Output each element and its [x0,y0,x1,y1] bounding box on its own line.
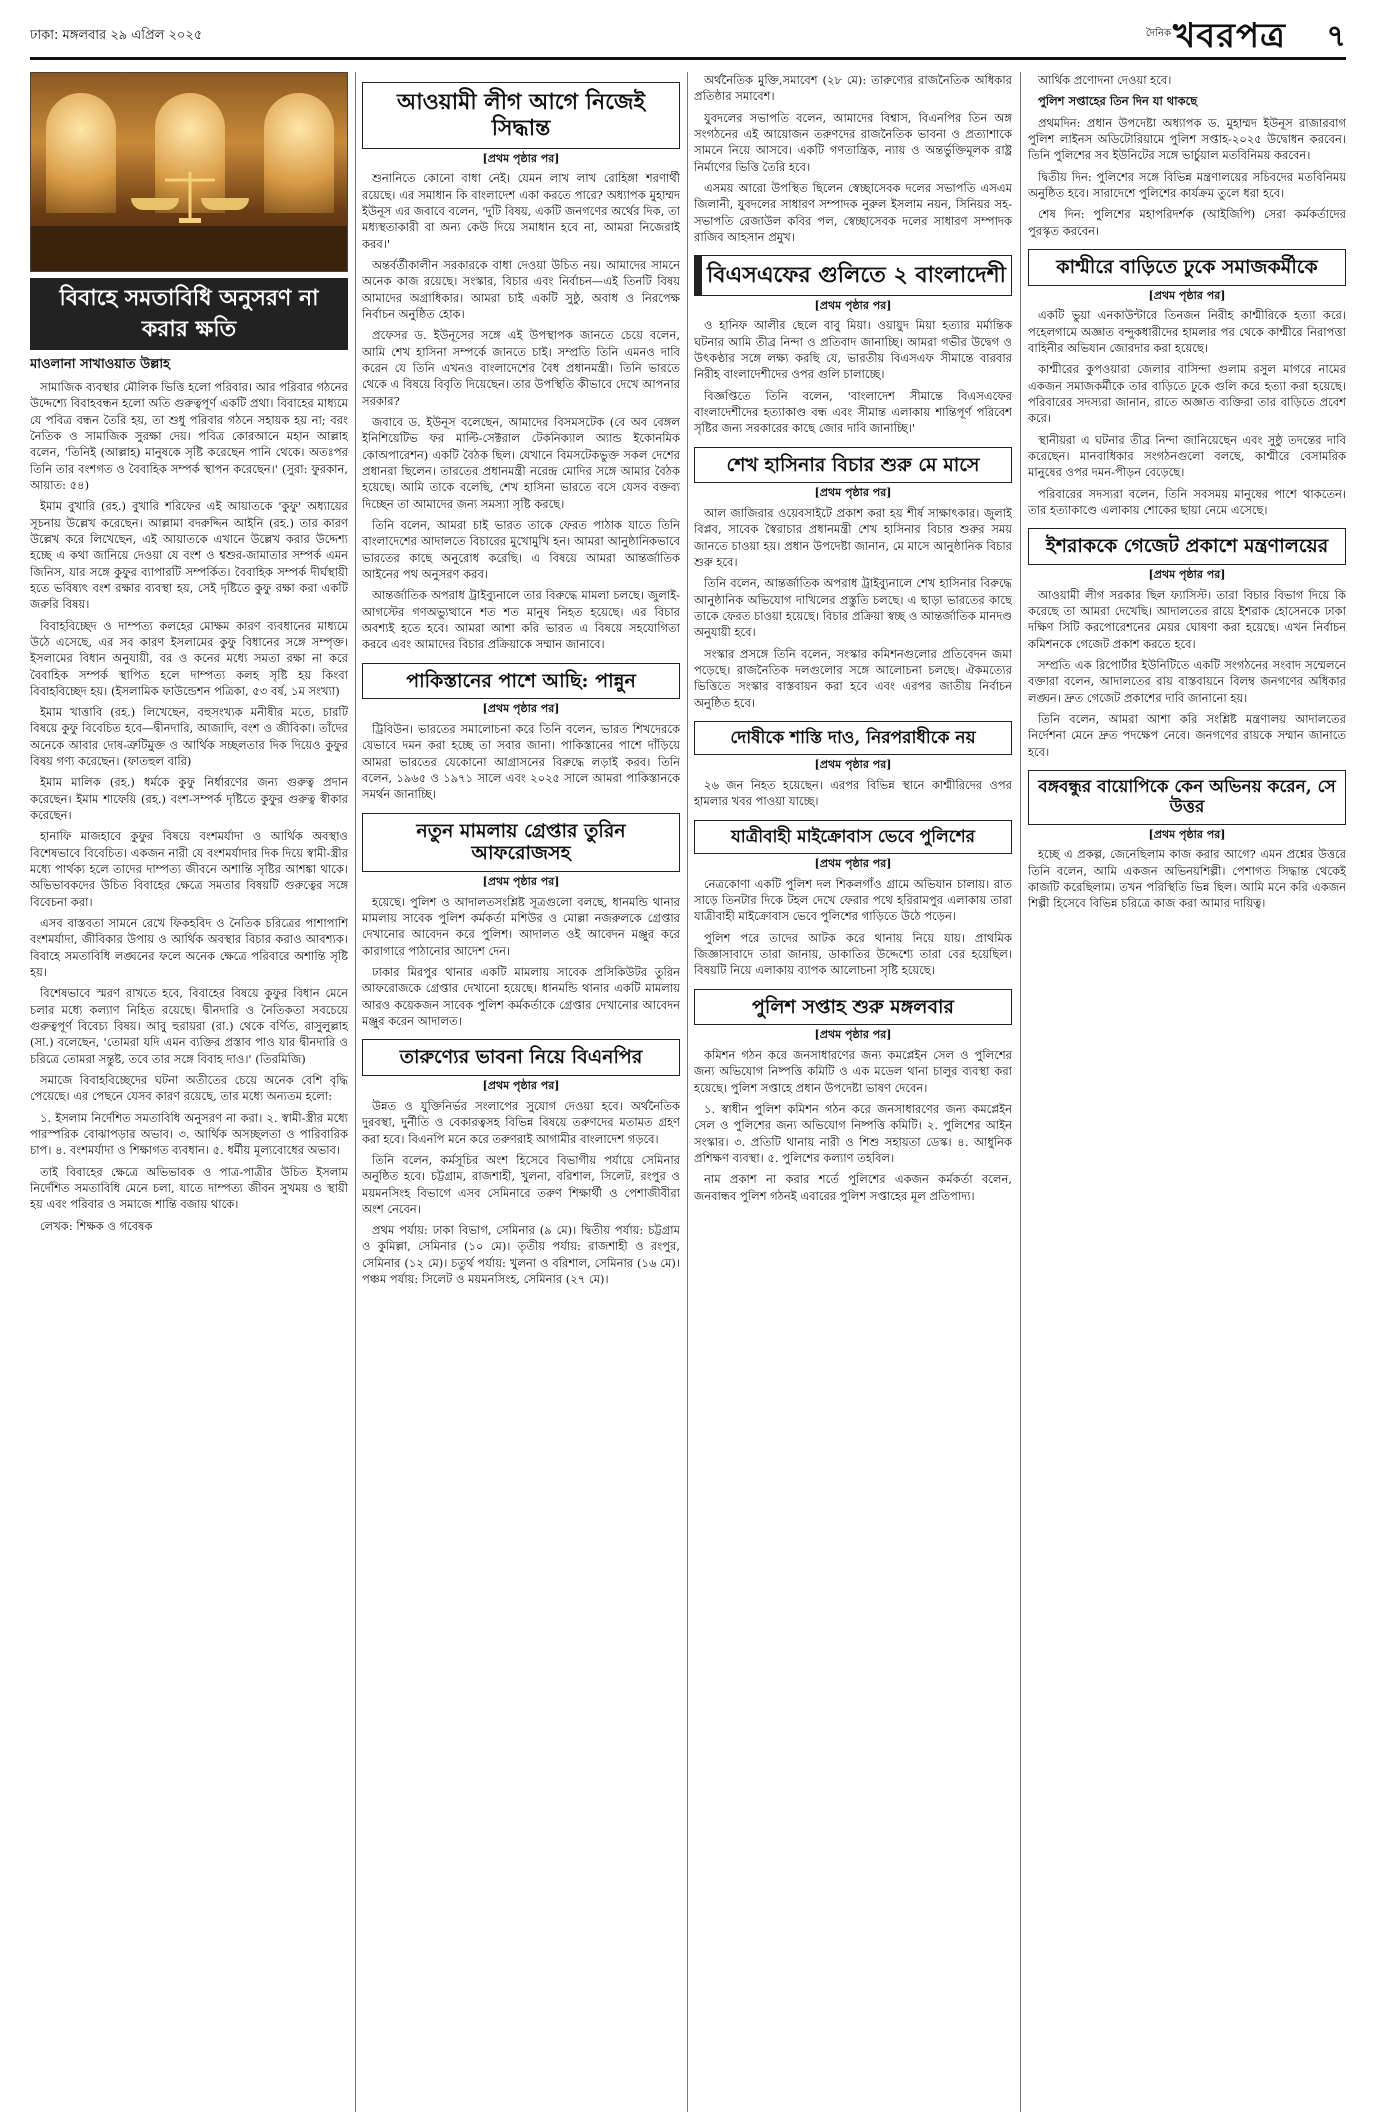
paragraph: হানাফি মাজহাবে কুফুর বিষয়ে বংশমর্যাদা ও আর্থিক অবস্থাও বিশেষভাবে বিবেচিত। একজন নারী যে বংশমর্যাদার দিক দিয়ে স্বামী-স্ত্রীর মধ্যে পার্থক্য হলে তাদের দাম্পত্য জীবনে অশান্তি সৃষ্টির আশঙ্কা থাকে। অভিভাবকদের উচিত বিবাহের ক্ষেত্রে সমতার বিষয়টি গুরুত্বের সঙ্গে বিবেচনা করা। [30,829,348,909]
photo-table [31,226,347,271]
headline-hasina-trial: শেখ হাসিনার বিচার শুরু মে মাসে [694,447,1012,484]
photo-arch [46,93,116,213]
paragraph: আর্থিক প্রণোদনা দেওয়া হবে। [1038,73,1172,87]
continuation-label: [প্রথম পৃষ্ঠার পর] [1148,827,1226,841]
paragraph: বিশেষভাবে স্মরণ রাখতে হবে, বিবাহের বিষয়ে কুফুর বিধান মেনে চলার মধ্যে কল্যাণ নিহিত রয়েছে। দ্বীনদারি ও নৈতিকতা সবচেয়ে গুরুত্বপূর্ণ বিবেচ্য বিষয়। আবু হুরায়রা (রা.) থেকে বর্ণিত, রাসুলুল্লাহ (সা.) বলেছেন, 'তোমরা যদি এমন ব্যক্তির প্রস্তাব পাও যার দ্বীনদারি ও চরিত্রে তোমরা সন্তুষ্ট, তবে তার সঙ্গে বিবাহ দাও।' (তিরমিজি) [30,986,348,1066]
paragraph: ইমাম খাত্তাবি (রহ.) লিখেছেন, বহুসংখ্যক মনীষীর মতে, চারটি বিষয়ে কুফু বিবেচিত হবে—দ্বীনদারি, আজাদি, বংশ ও জীবিকা। তাঁদের অনেকে আবার দোষ-ত্রুটিমুক্ত ও আর্থিক সচ্ছলতার দিক দিয়েও কুফুর বিষয় গণ্য করেছেন। (ফাতহুল বারি) [30,705,348,769]
headline-microbus: যাত্রীবাহী মাইক্রোবাস ভেবে পুলিশের [694,820,1012,854]
paragraph: যুবদলের সভাপতি বলেন, আমাদের বিশ্বাস, বিএনপির তিন অঙ্গ সংগঠনের এই আয়োজন তরুণদের রাজনৈতিক ভাবনা ও প্রত্যাশাকে সামনে নিয়ে আসবে। একটি গণতান্ত্রিক, ন্যায় ও অন্তর্ভুক্তিমূলক রাষ্ট্র নির্মাণের ভিত্তি তৈরি হবে। [694,110,1012,174]
paragraph: এসময় আরো উপস্থিত ছিলেন স্বেচ্ছাসেবক দলের সভাপতি এসএম জিলানী, যুবদলের সাধারণ সম্পাদক নুরুল ইসলাম নয়ন, সিনিয়র সহ-সভাপতি রেজাউল কবির পল, স্বেচ্ছাসেবক দলের সাধারণ সম্পাদক রাজিব আহসান প্রমুখ। [694,180,1012,244]
headline-police-week: পুলিশ সপ্তাহ শুরু মঙ্গলবার [694,989,1012,1026]
paragraph: প্রথমদিন: প্রধান উপদেষ্টা অধ্যাপক ড. মুহাম্মদ ইউনূস রাজারবাগ পুলিশ লাইনস অডিটোরিয়ামে পুলিশ সপ্তাহ-২০২৫ উদ্বোধন করবেন। তিনি পুলিশের সব ইউনিটের সঙ্গে ভার্চুয়াল মতবিনিময় করবেন। [1028,115,1346,163]
paragraph: সামাজিক ব্যবস্থার মৌলিক ভিত্তি হলো পরিবার। আর পরিবার গঠনের উদ্দেশ্যে বিবাহবন্ধন হলো অতি গুরুত্বপূর্ণ একটি প্রথা। বিবাহের মাধ্যমে যে পবিত্র বন্ধন তৈরি হয়, তা শুধু পরিবার গঠনে সহায়ক হয় না; বরং নৈতিক ও সামাজিক সুরক্ষা দেয়। পবিত্র কোরআনে মহান আল্লাহ বলেন, 'তিনিই (আল্লাহ) মানুষকে সৃষ্টি করেছেন পানি থেকে। অতঃপর তিনি তার বংশগত ও বৈবাহিক সম্পর্ক স্থাপন করেছেন।' (সুরা: ফুরকান, আয়াত: ৫৪) [30,379,348,492]
paragraph: অর্থনৈতিক মুক্তি,সমাবেশ (২৮ মে): তারুণ্যের রাজনৈতিক অধিকার প্রতিষ্ঠার সমাবেশ। [694,73,1012,104]
continuation-label: [প্রথম পৃষ্ঠার পর] [482,702,560,716]
headline-col1: বিবাহে সমতাবিধি অনুসরণ না করার ক্ষতি [30,278,348,350]
paragraph: প্রফেসর ড. ইউনূসের সঙ্গে এই উপস্থাপক জানতে চেয়ে বলেন, আমি শেখ হাসিনা সম্পর্কে জানতে চাই। সম্প্রতি তিনি এমনও দাবি করেন যে তিনি এখনও বাংলাদেশের বৈধ প্রধানমন্ত্রী। তিনি ভারতে থেকে এ বিষয়ে বিবৃতি দিয়েছেন। তার উপস্থিতি কীভাবে দেখে আপনার সরকার? [362,328,680,408]
headline-awami-league: আওয়ামী লীগ আগে নিজেই সিদ্ধান্ত [362,82,680,149]
headline-biopic: বঙ্গবন্ধুর বায়োপিকে কেন অভিনয় করেন, সে উত্তর [1028,770,1346,825]
paragraph: এসব বাস্তবতা সামনে রেখে ফিকহবিদ ও নৈতিক চরিত্রের পাশাপাশি বংশমর্যাদা, জীবিকার উপায় ও আর্থিক অবস্থার বিচার করাও আবশ্যক। বিবাহে সমতাবিধি লঙ্ঘনের ফলে অনেক ক্ষেত্রে পরিবারে অশান্তি সৃষ্টি হয়। [30,916,348,980]
paragraph: হয়েছে। পুলিশ ও আদালতসংশ্লিষ্ট সূত্রগুলো বলছে, ধানমন্ডি থানার মামলায় সাবেক পুলিশ কর্মকর্তা মশিউর ও মোল্লা নজরুলকে গ্রেপ্তার দেখানোর আবেদন করে পুলিশ। আদালত ওই আবেদন মঞ্জুর করে কারাগারে পাঠানোর আদেশ দেন। [362,894,680,958]
paragraph: ট্রিবিউন। ভারতের সমালোচনা করে তিনি বলেন, ভারত শিখদেরকে যেভাবে দমন করা হচ্ছে তা সবার জানা। পাকিস্তানের পাশে দাঁড়িয়ে আমরা ভারতের যেকোনো আগ্রাসনের বিরুদ্ধে লড়াই করব। তিনি বলেন, ১৯৬৫ ও ১৯৭১ সালে এবং ২০২৫ সালে আমরা পাকিস্তানকে সমর্থন জানাচ্ছি। [362,721,680,802]
continuation-label: [প্রথম পৃষ্ঠার পর] [482,151,560,165]
paragraph: তিনি বলেন, কর্মসূচির অংশ হিসেবে বিভাগীয় পর্যায়ে সেমিনার অনুষ্ঠিত হবে। চট্টগ্রাম, রাজশাহী, খুলনা, বরিশাল, সিলেট, রংপুর ও ময়মনসিংহ বিভাগে এসব সেমিনারে তরুণ শিক্ষার্থী ও পেশাজীবীরা অংশ নেবেন। [362,1152,680,1216]
paragraph: শুনানিতে কোনো বাধা নেই। যেমন লাখ লাখ রোহিঙ্গা শরণার্থী রয়েছে। এর সমাধান কি বাংলাদেশ একা করতে পারে? অধ্যাপক মুহাম্মদ ইউনূস এর জবাবে বলেন, 'দুটি বিষয়, একটি জনগণের অর্থের দিক, তা মধ্যস্থতাকারী বা অন্য কেউ দিয়ে সমাধান হবে না, আমরা নিজেরাই করব।' [362,171,680,251]
paragraph: তিনি বলেন, আন্তর্জাতিক অপরাধ ট্রাইব্যুনালে শেখ হাসিনার বিরুদ্ধে আনুষ্ঠানিক অভিযোগ দাখিলের প্রস্তুতি চলছে। এ ছাড়া ভারতের কাছে তাকে ফেরত চাওয়া হয়েছে। বিচার প্রক্রিয়া স্বচ্ছ ও আন্তর্জাতিক মানদণ্ড অনুযায়ী হবে। [694,576,1012,640]
column-2 [362,72,680,2112]
byline: মাওলানা সাখাওয়াত উল্লাহ [30,357,170,373]
continuation-label: [প্রথম পৃষ্ঠার পর] [814,758,892,772]
paragraph: সংস্কার প্রসঙ্গে তিনি বলেন, সংস্কার কমিশনগুলোর প্রতিবেদন জমা পড়েছে। রাজনৈতিক দলগুলোর সঙ্গে আলোচনা চলছে। ঐকমত্যের ভিত্তিতে সংস্কার বাস্তবায়ন করা হবে এবং এরপর জাতীয় নির্বাচন অনুষ্ঠিত হবে। [694,646,1012,710]
headline-ishraque: ইশরাককে গেজেট প্রকাশে মন্ত্রণালয়ের [1028,528,1346,565]
continuation-label: [প্রথম পৃষ্ঠার পর] [1148,568,1226,582]
subheading: পুলিশ সপ্তাহের তিন দিন যা থাকছে [1038,94,1198,109]
paragraph: সমাজে বিবাহবিচ্ছেদের ঘটনা অতীতের চেয়ে অনেক বেশি বৃদ্ধি পেয়েছে। এর পেছনে যেসব কারণ রয়েছে, তার মধ্যে অন্যতম হলো: [30,1073,348,1104]
paragraph: একটি ভুয়া এনকাউন্টারে তিনজন নিরীহ কাশ্মীরিকে হত্যা করে। পহেলগামে অজ্ঞাত বন্দুকধারীদের হামলার পর থেকে কাশ্মীরে নিরাপত্তা বাহিনীর অভিযান জোরদার করা হয়েছে। [1028,308,1346,356]
column-3 [694,72,1012,2112]
paragraph: ১. ইসলাম নির্দেশিত সমতাবিধি অনুসরণ না করা। ২. স্বামী-স্ত্রীর মধ্যে পারস্পরিক বোঝাপড়ার অভাব। ৩. আর্থিক অসচ্ছলতা ও পারিবারিক চাপ। ৪. বংশমর্যাদা ও শিক্ষাগত ব্যবধান। ৫. ধর্মীয় মূল্যবোধের অভাব। [30,1110,348,1158]
masthead [1146,10,1286,67]
paragraph: ইমাম মালিক (রহ.) ধর্মকে কুফু নির্ধারণের জন্য গুরুত্ব প্রদান করেছেন। ইমাম শাফেয়ি (রহ.) বংশ-সম্পর্ক দৃষ্টিতে কুফুর গুরুত্ব স্বীকার করেছেন। [30,775,348,823]
paragraph: নাম প্রকাশ না করার শর্তে পুলিশের একজন কর্মকর্তা বলেন, জনবান্ধব পুলিশ গঠনই এবারের পুলিশ সপ্তাহের মূল প্রতিপাদ্য। [694,1172,1012,1203]
paragraph: শেষ দিন: পুলিশের মহাপরিদর্শক (আইজিপি) সেরা কর্মকর্তাদের পুরস্কৃত করবেন। [1028,207,1346,238]
paragraph: জবাবে ড. ইউনূস বলেছেন, আমাদের বিসমসটেক (বে অব বেঙ্গল ইনিশিয়েটিভ ফর মাল্টি-সেক্টরাল টেকনিক্যাল অ্যান্ড ইকোনমিক কোঅপারেশন) একটি বৈঠক ছিল। যেখানে বিমসটেকভুক্ত সকল দেশের প্রধানরা ছিলেন। তারতের প্রধানমন্ত্রী নরেন্দ্র মোদির সঙ্গে আমার বৈঠক হয়েছে। আমি তাকে বলেছি, শেখ হাসিনা ভারতে বসে যেসব বক্তব্য দিচ্ছেন তা আমাদের জন্য সমস্যা সৃষ্টি করছে। [362,414,680,511]
paragraph: আন্তর্জাতিক অপরাধ ট্রাইব্যুনালে তার বিরুদ্ধে মামলা চলছে। জুলাই-আগস্টের গণঅভ্যুত্থানে শত শত মানুষ নিহত হয়েছে। এর বিচার অবশ্যই হতে হবে। আমরা আশা করি ভারত এ বিষয়ে সহযোগিতা করবে এবং আমাদের বিচার প্রক্রিয়াকে সম্মান জানাবে। [362,588,680,652]
paragraph: আওয়ামী লীগ সরকার ছিল ফ্যাসিস্ট। তারা বিচার বিভাগ দিয়ে কি করেছে তা আমরা দেখেছি। আদালতের রায়ে ইশরাক হোসেনকে ঢাকা দক্ষিণ সিটি করপোরেশনের মেয়র ঘোষণা করা হয়েছে। এখন নির্বাচন কমিশনকে গেজেট প্রকাশ করতে হবে। [1028,587,1346,651]
continuation-label: [প্রথম পৃষ্ঠার পর] [482,875,560,889]
continuation-label: [প্রথম পৃষ্ঠার পর] [814,856,892,870]
paragraph: তিনি বলেন, আমরা আশা করি সংশ্লিষ্ট মন্ত্রণালয় আদালতের নির্দেশনা মেনে দ্রুত পদক্ষেপ নেবে। জনগণের রায়কে সম্মান জানাতে হবে। [1028,712,1346,759]
paragraph: পুলিশ পরে তাদের আটক করে থানায় নিয়ে যায়। প্রাথমিক জিজ্ঞাসাবাদে তারা জানায়, ডাকাতির উদ্দেশ্যে তারা বের হয়েছিল। বিষয়টি নিয়ে এলাকায় ব্যাপক আলোচনা সৃষ্টি হয়েছে। [694,930,1012,978]
page-number: ৭ [1326,19,1346,54]
scale-icon [161,168,219,226]
masthead-daily: দৈনিক [1145,28,1171,39]
column-4 [1028,72,1346,2112]
continuation-label: [প্রথম পৃষ্ঠার পর] [814,1028,892,1042]
paragraph: আল জাজিরার ওয়েবসাইটে প্রকাশ করা হয় শীর্ষ সাক্ষাৎকার। জুলাই বিপ্লব, সাবেক স্বৈরাচার প্রধানমন্ত্রী শেখ হাসিনার বিচার শুরুর সময় জানতে চাওয়া হয়। প্রধান উপদেষ্টা জানান, মে মাসে আনুষ্ঠানিক বিচার শুরু হবে। [694,505,1012,569]
headline-bnp-youth: তারুণ্যের ভাবনা নিয়ে বিএনপির [362,1039,680,1076]
article-photo [30,72,348,272]
paragraph: হচ্ছে এ প্রকল্প, জেনেছিলাম কাজ করার আগে? এমন প্রশ্নের উত্তরে তিনি বলেন, আমি একজন অভিনয়শিল্পী। পেশাগত সিদ্ধান্ত থেকেই কাজটি করেছিলাম। তখন পরিস্থিতি ভিন্ন ছিল। আমি মনে করি একজন শিল্পী হিসেবে বিভিন্ন চরিত্রে কাজ করা আমার দায়িত্ব। [1028,847,1346,911]
paragraph: ঢাকার মিরপুর থানার একটি মামলায় সাবেক প্রসিকিউটর তুরিন আফরোজকে গ্রেপ্তার দেখানো হয়েছে। ধানমন্ডি থানার একটি মামলায় আরও কয়েকজন সাবেক পুলিশ কর্মকর্তাকে গ্রেপ্তার দেখানোর আবেদন মঞ্জুর করেন আদালত। [362,965,680,1029]
continuation-label: [প্রথম পৃষ্ঠার পর] [482,1079,560,1093]
photo-arch [264,93,334,213]
paragraph: পরিবারের সদস্যরা বলেন, তিনি সবসময় মানুষের পাশে থাকতেন। তার হত্যাকাণ্ডে এলাকায় শোকের ছায়া নেমে এসেছে। [1028,486,1346,517]
continuation-label: [প্রথম পৃষ্ঠার পর] [814,298,892,312]
continuation-label: [প্রথম পৃষ্ঠার পর] [814,486,892,500]
paragraph: অন্তর্বর্তীকালীন সরকারকে বাধা দেওয়া উচিত নয়। আমাদের সামনে অনেক কাজ রয়েছে। সংস্কার, বিচার এবং নির্বাচন—এই তিনটি বিষয় আমাদের অগ্রাধিকার। আমরা চাই একটি সুষ্ঠু, অবাধ ও নিরপেক্ষ নির্বাচন অনুষ্ঠিত হোক। [362,258,680,322]
paragraph: কমিশন গঠন করে জনসাধারণের জন্য কমপ্লেইন সেল ও পুলিশের জন্য অভিযোগ নিষ্পত্তি কমিটি ও এক মডেল থানা চালুর ব্যবস্থা করা হয়েছে। পুলিশ সপ্তাহে প্রধান উপদেষ্টা ভাষণ দেবেন। [694,1047,1012,1095]
headline-kashmir: কাশ্মীরে বাড়িতে ঢুকে সমাজকর্মীকে [1028,249,1346,286]
page-header [30,8,1346,60]
paragraph: ইমাম বুখারি (রহ.) বুখারি শরিফের এই আয়াতকে 'কুফু' অধ্যায়ের সূচনায় উল্লেখ করেছেন। আল্লামা বদরুদ্দিন আইনি (রহ.) তার কারণ উল্লেখ করে লিখেছেন, এই আয়াতকে এখানে উল্লেখ করার উদ্দেশ্য হচ্ছে এ কথা জানিয়ে দেওয়া যে বংশ ও শ্বশুর-জামাতার সম্পর্ক এমন জিনিস, যার সঙ্গে কুফুর ব্যাপারটি সম্পর্কিত। বৈবাহিক সম্পর্ক দীর্ঘস্থায়ী হতে ভবিষ্যৎ বংশ রক্ষার ব্যবস্থা হয়, সেই দৃষ্টিতে কুফু রক্ষা করা একটি জরুরি বিষয়। [30,499,348,612]
paragraph: বিজ্ঞপ্তিতে তিনি বলেন, 'বাংলাদেশ সীমান্তে বিএসএফের বাংলাদেশীদের হত্যাকাণ্ড বন্ধ এবং সীমান্ত এলাকায় শান্তিপূর্ণ পরিবেশ সৃষ্টির জন্য সরকারের কাছে জোর দাবি জানাচ্ছি।' [694,388,1012,436]
scale-pan [131,198,179,210]
paragraph: লেখক: শিক্ষক ও গবেষক [40,1218,153,1233]
headline-bsf: বিএসএফের গুলিতে ২ বাংলাদেশী [694,255,1012,295]
paragraph: ২৬ জন নিহত হয়েছেন। এরপর বিভিন্ন স্থানে কাশ্মীরিদের ওপর হামলার খবর পাওয়া যাচ্ছে। [694,777,1012,809]
column-rule [1020,72,1021,2112]
paragraph: ও হানিফ আলীর ছেলে বাবু মিয়া। ওয়ায়ুদ মিয়া হত্যার মর্মান্তিক ঘটনার আমি তীব্র নিন্দা ও প্রতিবাদ জানাচ্ছি। আমরা গভীর উদ্বেগ ও উৎকণ্ঠার সঙ্গে লক্ষ্য করছি যে, ভারতীয় বিএসএফ সীমান্তে বারবার নিরীহ বাংলাদেশীদের ওপর গুলি চালাচ্ছে। [694,318,1012,382]
column-rule [355,72,356,2112]
paragraph: তাই বিবাহের ক্ষেত্রে অভিভাবক ও পাত্র-পাত্রীর উচিত ইসলাম নির্দেশিত সমতাবিধি মেনে চলা, যাতে দাম্পত্য জীবন সুখময় ও স্থায়ী হয় এবং পরিবার ও সমাজে শান্তি বজায় থাকে। [30,1164,348,1212]
paragraph: স্থানীয়রা এ ঘটনার তীব্র নিন্দা জানিয়েছেন এবং সুষ্ঠু তদন্তের দাবি করেছেন। মানবাধিকার সংগঠনগুলো বলছে, কাশ্মীরে বেসামরিক মানুষের ওপর দমন-পীড়ন বেড়েছে। [1028,432,1346,480]
headline-punish-guilty: দোষীকে শাস্তি দাও, নিরপরাধীকে নয় [694,721,1012,755]
headline-turin-afroz: নতুন মামলায় গ্রেপ্তার তুরিন আফরোজসহ [362,813,680,873]
paragraph: নেত্রকোণা একটি পুলিশ দল শিকলগাঁও গ্রামে অভিযান চালায়। রাত সাড়ে তিনটার দিকে টহল দেখে ফেরার পথে হরিরামপুর এলাকায় তারা যাত্রীবাহী মাইক্রোবাস ভেবে পুলিশের গাড়িতে উঠে পড়েন। [694,876,1012,924]
masthead-name: খবরপত্র [1172,16,1286,56]
paragraph: তিনি বলেন, আমরা চাই ভারত তাকে ফেরত পাঠাক যাতে তিনি বাংলাদেশের আদালতে বিচারের মুখোমুখি হন। আমরা আনুষ্ঠানিকভাবে ভারতের কাছে অনুরোধ করেছি। এ বিষয়ে আমরা আন্তর্জাতিক আইনের পথ অনুসরণ করব। [362,517,680,581]
issue-date: ঢাকা: মঙ্গলবার ২৯ এপ্রিল ২০২৫ [30,28,203,43]
scale-pan [201,198,249,210]
paragraph: ১. স্বাধীন পুলিশ কমিশন গঠন করে জনসাধারণের জন্য কমপ্লেইন সেল ও পুলিশের জন্য অভিযোগ নিষ্পত্তি কমিটি। ২. পুলিশের আইন সংস্কার। ৩. প্রতিটি থানায় নারী ও শিশু সহায়তা ডেস্ক। ৪. আধুনিক প্রশিক্ষণ ব্যবস্থা। ৫. পুলিশের কল্যাণ তহবিল। [694,1101,1012,1165]
paragraph: উন্নত ও যুক্তিনির্ভর সংলাপের সুযোগ দেওয়া হবে। অর্থনৈতিক দুরবস্থা, দুর্নীতি ও বেকারত্বসহ বিভিন্ন বিষয়ে তরুণদের মতামত গ্রহণ করা হবে। বিএনপি মনে করে তরুণরাই আগামীর বাংলাদেশ গড়বে। [362,1098,680,1146]
continuation-label: [প্রথম পৃষ্ঠার পর] [1148,288,1226,302]
paragraph: কাশ্মীরের কুপওয়ারা জেলার বাসিন্দা গুলাম রসুল মাগরে নামের একজন সমাজকর্মীকে তার বাড়িতে ঢুকে গুলি করে হত্যা করা হয়েছে। পরিবারের সদস্যরা জানান, রাতে অজ্ঞাত ব্যক্তিরা তার বাড়িতে প্রবেশ করে। [1028,362,1346,426]
column-rule [687,72,688,2112]
column-1 [30,72,348,2112]
paragraph: বিবাহবিচ্ছেদ ও দাম্পত্য কলহের মোক্ষম কারণ ব্যবধানের মাধ্যমে উঠে এসেছে, এর সব কারণ ইসলামের কুফু বিধানের সঙ্গে সম্পৃক্ত। ইসলামের বিধান অনুযায়ী, বর ও কনের মধ্যে সমতা রক্ষা না করে বৈবাহিক সম্পর্ক স্থাপিত হলে দাম্পত্য কলহ সৃষ্টি হয় কিংবা বিবাহবিচ্ছেদ হয়। (ইসলামিক ফাউন্ডেশন পত্রিকা, ৫৩ বর্ষ, ১ম সংখ্যা) [30,618,348,698]
headline-pakistan: পাকিস্তানের পাশে আছি: পান্নুন [362,663,680,700]
paragraph: সম্প্রতি এক রিপোর্টার ইউনিটিতে একটি সংগঠনের সংবাদ সম্মেলনে বক্তারা বলেন, আদালতের রায় বাস্তবায়নে বিলম্ব জনগণের অধিকার লঙ্ঘন। দ্রুত গেজেট প্রকাশের দাবি জানানো হয়। [1028,658,1346,705]
paragraph: দ্বিতীয় দিন: পুলিশের সঙ্গে বিভিন্ন মন্ত্রণালয়ের সচিবদের মতবিনিময় অনুষ্ঠিত হবে। সারাদেশে পুলিশের কার্যক্রম তুলে ধরা হবে। [1028,169,1346,200]
paragraph: প্রথম পর্যায়: ঢাকা বিভাগ, সেমিনার (৯ মে)। দ্বিতীয় পর্যায়: চট্টগ্রাম ও কুমিল্লা, সেমিনার (১০ মে)। তৃতীয় পর্যায়: রাজশাহী ও রংপুর, সেমিনার (১২ মে)। চতুর্থ পর্যায়: খুলনা ও বরিশাল, সেমিনার (১৬ মে)। পঞ্চম পর্যায়: সিলেট ও ময়মনসিংহ, সেমিনার (২৭ মে)। [362,1223,680,1287]
